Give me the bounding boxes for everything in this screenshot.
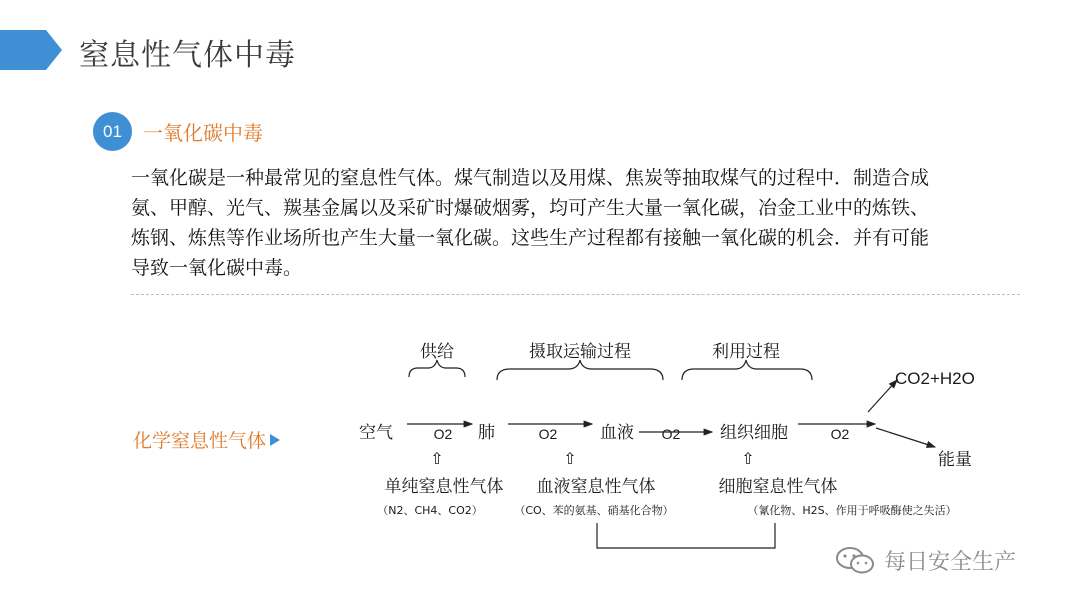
type3-examples: （氰化物、H2S、作用于呼吸酶使之失活） [747,504,957,517]
arrow-to-co2 [868,380,897,412]
brace-supply [409,360,465,377]
side-label-text: 化学窒息性气体 [133,430,267,452]
o2-label: O2 [433,426,453,442]
up-arrow-icon: ⇧ [741,449,755,468]
o2-label: O2 [538,426,558,442]
node-blood: 血液 [600,423,634,443]
node-air: 空气 [359,423,393,443]
intro-line: 导致一氧化碳中毒。 [131,257,303,279]
product-energy: 能量 [938,450,972,470]
type3-name: 细胞窒息性气体 [718,477,838,497]
product-co2: CO2+H2O [895,369,975,388]
watermark-text: 每日安全生产 [884,550,1017,575]
up-arrow-icon: ⇧ [563,449,577,468]
brace-label-supply: 供给 [420,342,454,362]
section-number-badge: 01 [93,112,132,151]
intro-line: 氨、甲醇、光气、羰基金属以及采矿时爆破烟雾，均可产生大量一氧化碳，冶金工业中的炼铁、 [131,197,930,219]
brace-transport [497,360,663,380]
o2-label: O2 [830,426,850,442]
bottom-bracket [597,523,775,548]
node-tissue: 组织细胞 [720,423,788,443]
type2-examples: （CO、苯的氨基、硝基化合物） [514,504,674,517]
type2-name: 血液窒息性气体 [536,477,656,497]
up-arrow-icon: ⇧ [430,449,444,468]
brace-label-use: 利用过程 [712,342,780,362]
watermark [834,545,1016,576]
wechat-icon [834,546,878,576]
arrow-to-energy [876,428,935,447]
type1-name: 单纯窒息性气体 [384,477,504,497]
o2-label: O2 [661,426,681,442]
brace-use [682,360,812,380]
intro-line: 一氧化碳是一种最常见的窒息性气体。煤气制造以及用煤、焦炭等抽取煤气的过程中．制造合成 [131,167,930,189]
brace-label-transport: 摄取运输过程 [529,342,631,362]
type1-examples: （N2、CH4、CO2） [377,504,483,517]
intro-line: 炼钢、炼焦等作业场所也产生大量一氧化碳。这些生产过程都有接触一氧化碳的机会．并有可能 [131,227,930,249]
page-title: 窒息性气体中毒 [79,38,296,73]
section-title: 一氧化碳中毒 [143,121,263,145]
node-lung: 肺 [478,423,495,443]
